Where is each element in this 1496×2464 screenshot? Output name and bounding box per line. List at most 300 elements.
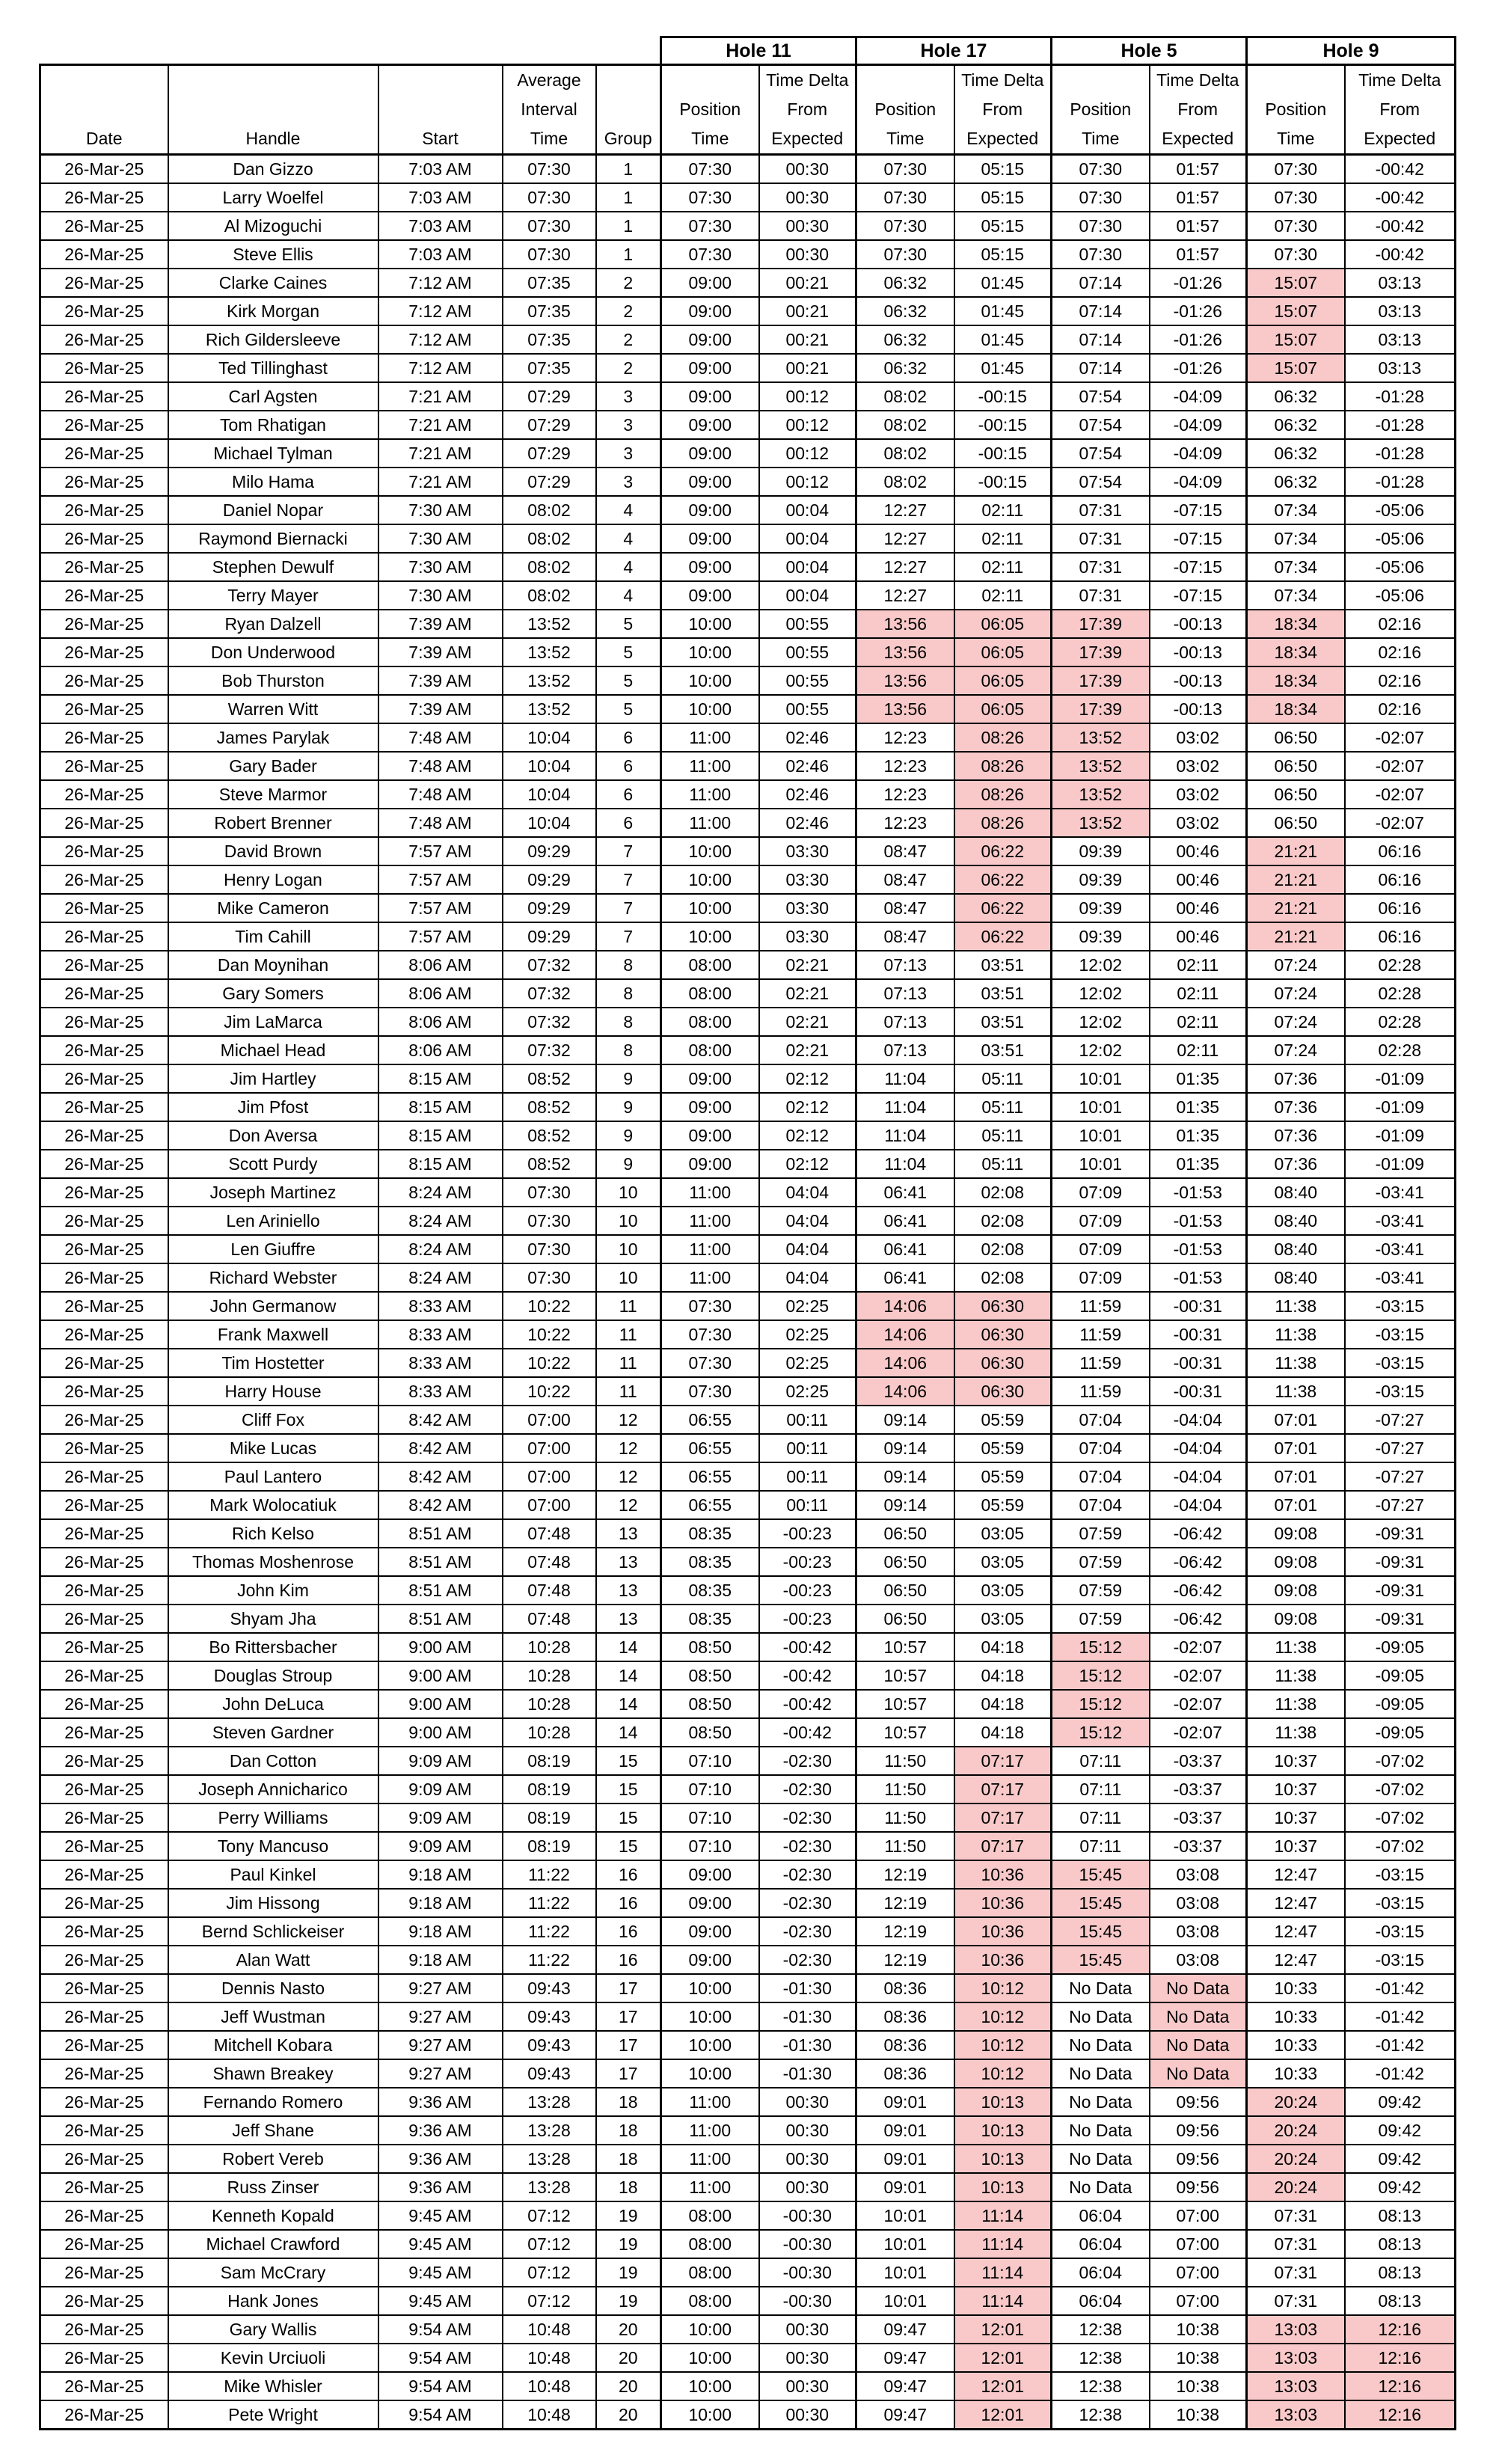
date-cell[interactable]: 26-Mar-25 — [40, 2287, 168, 2315]
hole11-delta-cell[interactable]: -02:30 — [759, 1775, 856, 1803]
hole17-position-cell[interactable]: 14:06 — [856, 1349, 954, 1377]
group-cell[interactable]: 5 — [596, 610, 661, 638]
hole11-delta-cell[interactable]: 00:30 — [759, 2315, 856, 2344]
hole9-delta-cell[interactable]: 02:16 — [1345, 638, 1456, 666]
group-cell[interactable]: 4 — [596, 581, 661, 610]
hole5-position-cell[interactable]: 10:01 — [1052, 1150, 1150, 1178]
handle-cell[interactable]: Michael Crawford — [168, 2230, 378, 2258]
hole17-delta-cell[interactable]: 07:17 — [954, 1747, 1052, 1775]
hole11-delta-cell[interactable]: 02:46 — [759, 780, 856, 809]
hole5-position-cell[interactable]: 10:01 — [1052, 1121, 1150, 1150]
hole17-delta-cell[interactable]: 02:11 — [954, 524, 1052, 553]
avg-interval-cell[interactable]: 13:52 — [503, 695, 596, 723]
group-cell[interactable]: 8 — [596, 1036, 661, 1064]
hole17-delta-cell[interactable]: 05:15 — [954, 155, 1052, 184]
hole11-position-cell[interactable]: 09:00 — [661, 553, 759, 581]
avg-interval-cell[interactable]: 08:19 — [503, 1832, 596, 1860]
group-cell[interactable]: 7 — [596, 865, 661, 894]
hole5-delta-cell[interactable]: -01:26 — [1150, 354, 1247, 382]
avg-interval-cell[interactable]: 09:43 — [503, 2002, 596, 2031]
date-cell[interactable]: 26-Mar-25 — [40, 2059, 168, 2088]
date-cell[interactable]: 26-Mar-25 — [40, 1576, 168, 1605]
hole5-delta-cell[interactable]: -00:31 — [1150, 1292, 1247, 1320]
hole9-position-cell[interactable]: 20:24 — [1247, 2088, 1345, 2116]
hole5-position-cell[interactable]: 07:04 — [1052, 1406, 1150, 1434]
hole11-delta-cell[interactable]: -00:30 — [759, 2258, 856, 2287]
date-cell[interactable]: 26-Mar-25 — [40, 1121, 168, 1150]
avg-interval-cell[interactable]: 10:28 — [503, 1633, 596, 1661]
hole11-delta-cell[interactable]: 04:04 — [759, 1207, 856, 1235]
date-cell[interactable]: 26-Mar-25 — [40, 269, 168, 297]
hole17-position-cell[interactable]: 06:32 — [856, 297, 954, 325]
hole9-position-cell[interactable]: 18:34 — [1247, 638, 1345, 666]
handle-cell[interactable]: James Parylak — [168, 723, 378, 752]
date-cell[interactable]: 26-Mar-25 — [40, 2173, 168, 2201]
hole9-position-cell[interactable]: 11:38 — [1247, 1661, 1345, 1690]
start-cell[interactable]: 9:54 AM — [378, 2344, 503, 2372]
hole5-position-cell[interactable]: No Data — [1052, 2088, 1150, 2116]
hole11-delta-cell[interactable]: -00:42 — [759, 1718, 856, 1747]
hole5-position-cell[interactable]: 07:54 — [1052, 382, 1150, 411]
hole17-position-cell[interactable]: 14:06 — [856, 1320, 954, 1349]
hole5-delta-cell[interactable]: No Data — [1150, 2059, 1247, 2088]
group-cell[interactable]: 20 — [596, 2372, 661, 2400]
hole9-position-cell[interactable]: 12:47 — [1247, 1917, 1345, 1946]
hole9-position-cell[interactable]: 07:31 — [1247, 2230, 1345, 2258]
start-cell[interactable]: 9:00 AM — [378, 1690, 503, 1718]
hole11-position-cell[interactable]: 11:00 — [661, 2116, 759, 2145]
group-cell[interactable]: 5 — [596, 695, 661, 723]
hole9-delta-cell[interactable]: 03:13 — [1345, 297, 1456, 325]
hole9-delta-cell[interactable]: -05:06 — [1345, 524, 1456, 553]
start-cell[interactable]: 8:33 AM — [378, 1320, 503, 1349]
date-cell[interactable]: 26-Mar-25 — [40, 666, 168, 695]
hole17-delta-cell[interactable]: 04:18 — [954, 1690, 1052, 1718]
hole9-position-cell[interactable]: 11:38 — [1247, 1320, 1345, 1349]
hole9-position-cell[interactable]: 15:07 — [1247, 297, 1345, 325]
hole5-delta-cell[interactable]: -00:13 — [1150, 666, 1247, 695]
hole9-position-cell[interactable]: 20:24 — [1247, 2145, 1345, 2173]
hole5-delta-cell[interactable]: 03:02 — [1150, 809, 1247, 837]
hole9-delta-cell[interactable]: 02:16 — [1345, 666, 1456, 695]
hole11-delta-cell[interactable]: 02:21 — [759, 979, 856, 1008]
hole9-position-cell[interactable]: 07:01 — [1247, 1434, 1345, 1462]
hole5-position-cell[interactable]: 12:38 — [1052, 2344, 1150, 2372]
hole5-delta-cell[interactable]: -03:37 — [1150, 1832, 1247, 1860]
date-cell[interactable]: 26-Mar-25 — [40, 2400, 168, 2430]
hole5-delta-cell[interactable]: 01:35 — [1150, 1064, 1247, 1093]
handle-cell[interactable]: John Kim — [168, 1576, 378, 1605]
hole5-position-cell[interactable]: 12:02 — [1052, 1036, 1150, 1064]
hole17-position-cell[interactable]: 06:41 — [856, 1235, 954, 1263]
start-cell[interactable]: 9:09 AM — [378, 1747, 503, 1775]
hole11-delta-cell[interactable]: 00:55 — [759, 638, 856, 666]
hole5-delta-cell[interactable]: 09:56 — [1150, 2116, 1247, 2145]
hole5-delta-cell[interactable]: 03:08 — [1150, 1889, 1247, 1917]
hole5-delta-cell[interactable]: -07:15 — [1150, 581, 1247, 610]
avg-interval-cell[interactable]: 07:29 — [503, 382, 596, 411]
hole11-position-cell[interactable]: 07:30 — [661, 183, 759, 212]
handle-cell[interactable]: Bob Thurston — [168, 666, 378, 695]
hole11-delta-cell[interactable]: 00:30 — [759, 155, 856, 184]
start-cell[interactable]: 9:45 AM — [378, 2258, 503, 2287]
hole9-position-cell[interactable]: 06:50 — [1247, 723, 1345, 752]
start-cell[interactable]: 7:39 AM — [378, 638, 503, 666]
start-cell[interactable]: 7:21 AM — [378, 411, 503, 439]
hole17-delta-cell[interactable]: 05:59 — [954, 1491, 1052, 1519]
hole5-position-cell[interactable]: 11:59 — [1052, 1320, 1150, 1349]
hole5-position-cell[interactable]: 07:14 — [1052, 354, 1150, 382]
hole17-position-cell[interactable]: 06:32 — [856, 269, 954, 297]
hole5-delta-cell[interactable]: -02:07 — [1150, 1690, 1247, 1718]
handle-cell[interactable]: John DeLuca — [168, 1690, 378, 1718]
start-cell[interactable]: 7:21 AM — [378, 382, 503, 411]
hole5-delta-cell[interactable]: 01:57 — [1150, 183, 1247, 212]
start-cell[interactable]: 7:03 AM — [378, 212, 503, 240]
hole11-delta-cell[interactable]: 00:21 — [759, 354, 856, 382]
handle-cell[interactable]: Robert Vereb — [168, 2145, 378, 2173]
handle-cell[interactable]: Carl Agsten — [168, 382, 378, 411]
group-cell[interactable]: 11 — [596, 1292, 661, 1320]
hole9-delta-cell[interactable]: -01:09 — [1345, 1093, 1456, 1121]
hole5-position-cell[interactable]: 11:59 — [1052, 1377, 1150, 1406]
hole11-position-cell[interactable]: 08:00 — [661, 979, 759, 1008]
hole9-delta-cell[interactable]: -03:15 — [1345, 1860, 1456, 1889]
avg-interval-cell[interactable]: 07:30 — [503, 212, 596, 240]
hole11-position-cell[interactable]: 07:30 — [661, 1377, 759, 1406]
hole5-delta-cell[interactable]: 03:08 — [1150, 1946, 1247, 1974]
group-cell[interactable]: 3 — [596, 411, 661, 439]
hole5-position-cell[interactable]: 15:12 — [1052, 1718, 1150, 1747]
hole17-delta-cell[interactable]: 05:11 — [954, 1093, 1052, 1121]
hole11-delta-cell[interactable]: 00:11 — [759, 1434, 856, 1462]
group-cell[interactable]: 15 — [596, 1832, 661, 1860]
avg-interval-cell[interactable]: 10:28 — [503, 1690, 596, 1718]
hole9-delta-cell[interactable]: -03:15 — [1345, 1946, 1456, 1974]
avg-interval-cell[interactable]: 07:12 — [503, 2287, 596, 2315]
hole11-delta-cell[interactable]: 02:25 — [759, 1377, 856, 1406]
group-cell[interactable]: 7 — [596, 922, 661, 951]
hole9-delta-cell[interactable]: -09:31 — [1345, 1576, 1456, 1605]
hole17-position-cell[interactable]: 08:36 — [856, 2031, 954, 2059]
hole5-position-cell[interactable]: 07:14 — [1052, 325, 1150, 354]
avg-interval-cell[interactable]: 07:00 — [503, 1491, 596, 1519]
hole11-position-cell[interactable]: 08:35 — [661, 1548, 759, 1576]
hole11-position-cell[interactable]: 06:55 — [661, 1434, 759, 1462]
hole9-position-cell[interactable]: 07:36 — [1247, 1121, 1345, 1150]
group-cell[interactable]: 16 — [596, 1860, 661, 1889]
hole5-position-cell[interactable]: 17:39 — [1052, 666, 1150, 695]
group-cell[interactable]: 19 — [596, 2230, 661, 2258]
hole5-position-cell[interactable]: 07:04 — [1052, 1434, 1150, 1462]
date-cell[interactable]: 26-Mar-25 — [40, 1064, 168, 1093]
start-cell[interactable]: 8:33 AM — [378, 1292, 503, 1320]
handle-cell[interactable]: Kirk Morgan — [168, 297, 378, 325]
hole9-delta-cell[interactable]: -02:07 — [1345, 809, 1456, 837]
start-cell[interactable]: 8:33 AM — [378, 1349, 503, 1377]
avg-interval-cell[interactable]: 07:48 — [503, 1548, 596, 1576]
hole9-delta-cell[interactable]: -02:07 — [1345, 780, 1456, 809]
group-cell[interactable]: 14 — [596, 1718, 661, 1747]
hole17-delta-cell[interactable]: -00:15 — [954, 411, 1052, 439]
start-cell[interactable]: 8:15 AM — [378, 1093, 503, 1121]
handle-cell[interactable]: Dan Moynihan — [168, 951, 378, 979]
hole5-delta-cell[interactable]: -00:13 — [1150, 610, 1247, 638]
hole17-delta-cell[interactable]: 03:51 — [954, 979, 1052, 1008]
group-cell[interactable]: 9 — [596, 1093, 661, 1121]
hole11-delta-cell[interactable]: 02:25 — [759, 1349, 856, 1377]
hole9-position-cell[interactable]: 12:47 — [1247, 1860, 1345, 1889]
handle-cell[interactable]: Thomas Moshenrose — [168, 1548, 378, 1576]
hole5-delta-cell[interactable]: -03:37 — [1150, 1747, 1247, 1775]
handle-cell[interactable]: Tom Rhatigan — [168, 411, 378, 439]
start-cell[interactable]: 8:06 AM — [378, 979, 503, 1008]
hole11-position-cell[interactable]: 11:00 — [661, 2145, 759, 2173]
handle-cell[interactable]: Rich Kelso — [168, 1519, 378, 1548]
handle-cell[interactable]: Harry House — [168, 1377, 378, 1406]
group-cell[interactable]: 18 — [596, 2173, 661, 2201]
start-cell[interactable]: 9:09 AM — [378, 1775, 503, 1803]
avg-interval-cell[interactable]: 07:35 — [503, 269, 596, 297]
hole5-position-cell[interactable]: 15:45 — [1052, 1889, 1150, 1917]
date-cell[interactable]: 26-Mar-25 — [40, 382, 168, 411]
hole5-delta-cell[interactable]: 10:38 — [1150, 2344, 1247, 2372]
hole11-position-cell[interactable]: 11:00 — [661, 1207, 759, 1235]
hole9-delta-cell[interactable]: -01:09 — [1345, 1064, 1456, 1093]
group-cell[interactable]: 8 — [596, 951, 661, 979]
date-cell[interactable]: 26-Mar-25 — [40, 979, 168, 1008]
hole5-position-cell[interactable]: 13:52 — [1052, 752, 1150, 780]
hole9-delta-cell[interactable]: 08:13 — [1345, 2230, 1456, 2258]
group-cell[interactable]: 14 — [596, 1690, 661, 1718]
hole5-position-cell[interactable]: 07:31 — [1052, 581, 1150, 610]
date-cell[interactable]: 26-Mar-25 — [40, 1917, 168, 1946]
hole11-position-cell[interactable]: 07:30 — [661, 155, 759, 184]
hole17-delta-cell[interactable]: 06:05 — [954, 638, 1052, 666]
hole9-position-cell[interactable]: 11:38 — [1247, 1377, 1345, 1406]
hole11-delta-cell[interactable]: 00:12 — [759, 439, 856, 468]
hole11-position-cell[interactable]: 07:10 — [661, 1832, 759, 1860]
start-cell[interactable]: 9:27 AM — [378, 2031, 503, 2059]
hole17-position-cell[interactable]: 12:27 — [856, 581, 954, 610]
handle-cell[interactable]: Scott Purdy — [168, 1150, 378, 1178]
hole5-delta-cell[interactable]: 07:00 — [1150, 2287, 1247, 2315]
group-cell[interactable]: 19 — [596, 2258, 661, 2287]
date-cell[interactable]: 26-Mar-25 — [40, 553, 168, 581]
start-cell[interactable]: 9:18 AM — [378, 1946, 503, 1974]
date-cell[interactable]: 26-Mar-25 — [40, 809, 168, 837]
hole9-position-cell[interactable]: 15:07 — [1247, 325, 1345, 354]
hole11-position-cell[interactable]: 11:00 — [661, 2173, 759, 2201]
hole17-position-cell[interactable]: 11:04 — [856, 1064, 954, 1093]
hole9-position-cell[interactable]: 21:21 — [1247, 922, 1345, 951]
handle-cell[interactable]: Kenneth Kopald — [168, 2201, 378, 2230]
hole11-position-cell[interactable]: 08:35 — [661, 1605, 759, 1633]
hole5-position-cell[interactable]: 06:04 — [1052, 2201, 1150, 2230]
hole5-delta-cell[interactable]: 02:11 — [1150, 1036, 1247, 1064]
start-cell[interactable]: 9:54 AM — [378, 2400, 503, 2430]
hole17-delta-cell[interactable]: 02:08 — [954, 1207, 1052, 1235]
hole9-delta-cell[interactable]: 09:42 — [1345, 2088, 1456, 2116]
avg-interval-cell[interactable]: 09:29 — [503, 837, 596, 865]
start-cell[interactable]: 8:06 AM — [378, 1036, 503, 1064]
start-cell[interactable]: 9:27 AM — [378, 1974, 503, 2002]
hole17-position-cell[interactable]: 07:30 — [856, 212, 954, 240]
group-cell[interactable]: 1 — [596, 155, 661, 184]
handle-cell[interactable]: Rich Gildersleeve — [168, 325, 378, 354]
hole5-position-cell[interactable]: 07:31 — [1052, 553, 1150, 581]
date-cell[interactable]: 26-Mar-25 — [40, 297, 168, 325]
start-cell[interactable]: 7:39 AM — [378, 610, 503, 638]
hole11-delta-cell[interactable]: 04:04 — [759, 1235, 856, 1263]
hole11-delta-cell[interactable]: -01:30 — [759, 2031, 856, 2059]
date-cell[interactable]: 26-Mar-25 — [40, 1661, 168, 1690]
hole9-position-cell[interactable]: 06:32 — [1247, 382, 1345, 411]
hole9-position-cell[interactable]: 11:38 — [1247, 1718, 1345, 1747]
hole17-position-cell[interactable]: 08:02 — [856, 411, 954, 439]
group-cell[interactable]: 14 — [596, 1633, 661, 1661]
hole9-delta-cell[interactable]: -00:42 — [1345, 183, 1456, 212]
group-cell[interactable]: 2 — [596, 354, 661, 382]
hole11-delta-cell[interactable]: 00:30 — [759, 2088, 856, 2116]
hole11-position-cell[interactable]: 07:10 — [661, 1747, 759, 1775]
date-cell[interactable]: 26-Mar-25 — [40, 411, 168, 439]
hole11-delta-cell[interactable]: 02:21 — [759, 1036, 856, 1064]
hole17-position-cell[interactable]: 12:27 — [856, 496, 954, 524]
hole9-delta-cell[interactable]: -03:15 — [1345, 1320, 1456, 1349]
avg-interval-cell[interactable]: 08:02 — [503, 524, 596, 553]
group-cell[interactable]: 6 — [596, 752, 661, 780]
hole11-position-cell[interactable]: 11:00 — [661, 1235, 759, 1263]
hole9-position-cell[interactable]: 18:34 — [1247, 695, 1345, 723]
hole5-position-cell[interactable]: 12:38 — [1052, 2400, 1150, 2430]
hole5-position-cell[interactable]: 07:14 — [1052, 269, 1150, 297]
hole9-position-cell[interactable]: 06:50 — [1247, 780, 1345, 809]
hole9-position-cell[interactable]: 07:30 — [1247, 183, 1345, 212]
hole11-position-cell[interactable]: 11:00 — [661, 780, 759, 809]
hole17-position-cell[interactable]: 08:36 — [856, 2002, 954, 2031]
hole9-delta-cell[interactable]: -07:27 — [1345, 1434, 1456, 1462]
hole5-position-cell[interactable]: 12:38 — [1052, 2315, 1150, 2344]
hole5-delta-cell[interactable]: -06:42 — [1150, 1576, 1247, 1605]
hole9-delta-cell[interactable]: 03:13 — [1345, 325, 1456, 354]
hole5-delta-cell[interactable]: -07:15 — [1150, 496, 1247, 524]
hole17-delta-cell[interactable]: 03:51 — [954, 1008, 1052, 1036]
hole17-delta-cell[interactable]: 10:13 — [954, 2088, 1052, 2116]
hole11-delta-cell[interactable]: 03:30 — [759, 922, 856, 951]
group-cell[interactable]: 16 — [596, 1917, 661, 1946]
avg-interval-cell[interactable]: 07:35 — [503, 354, 596, 382]
hole17-delta-cell[interactable]: 05:15 — [954, 212, 1052, 240]
hole9-position-cell[interactable]: 07:34 — [1247, 581, 1345, 610]
hole9-position-cell[interactable]: 11:38 — [1247, 1349, 1345, 1377]
date-cell[interactable]: 26-Mar-25 — [40, 183, 168, 212]
date-cell[interactable]: 26-Mar-25 — [40, 212, 168, 240]
hole5-position-cell[interactable]: 07:30 — [1052, 240, 1150, 269]
hole11-position-cell[interactable]: 10:00 — [661, 2315, 759, 2344]
handle-cell[interactable]: Len Giuffre — [168, 1235, 378, 1263]
hole17-position-cell[interactable]: 13:56 — [856, 638, 954, 666]
hole9-position-cell[interactable]: 06:32 — [1247, 439, 1345, 468]
hole5-position-cell[interactable]: 06:04 — [1052, 2287, 1150, 2315]
hole5-delta-cell[interactable]: -04:04 — [1150, 1491, 1247, 1519]
hole5-delta-cell[interactable]: -02:07 — [1150, 1718, 1247, 1747]
hole17-delta-cell[interactable]: 05:11 — [954, 1064, 1052, 1093]
hole5-delta-cell[interactable]: No Data — [1150, 2031, 1247, 2059]
hole5-position-cell[interactable]: 07:11 — [1052, 1747, 1150, 1775]
hole11-delta-cell[interactable]: 00:21 — [759, 297, 856, 325]
hole11-delta-cell[interactable]: 00:30 — [759, 183, 856, 212]
start-cell[interactable]: 8:15 AM — [378, 1121, 503, 1150]
handle-cell[interactable]: Jim LaMarca — [168, 1008, 378, 1036]
hole5-position-cell[interactable]: 13:52 — [1052, 723, 1150, 752]
avg-interval-cell[interactable]: 07:30 — [503, 155, 596, 184]
hole5-position-cell[interactable]: 07:54 — [1052, 411, 1150, 439]
date-cell[interactable]: 26-Mar-25 — [40, 2145, 168, 2173]
hole9-delta-cell[interactable]: -07:02 — [1345, 1747, 1456, 1775]
hole5-position-cell[interactable]: 15:12 — [1052, 1633, 1150, 1661]
date-cell[interactable]: 26-Mar-25 — [40, 1093, 168, 1121]
hole5-delta-cell[interactable]: 00:46 — [1150, 865, 1247, 894]
hole11-delta-cell[interactable]: 00:30 — [759, 2145, 856, 2173]
hole5-delta-cell[interactable]: 01:57 — [1150, 155, 1247, 184]
hole17-delta-cell[interactable]: 02:11 — [954, 553, 1052, 581]
hole11-position-cell[interactable]: 10:00 — [661, 638, 759, 666]
hole9-position-cell[interactable]: 10:37 — [1247, 1832, 1345, 1860]
start-cell[interactable]: 9:36 AM — [378, 2088, 503, 2116]
start-cell[interactable]: 8:15 AM — [378, 1150, 503, 1178]
hole11-position-cell[interactable]: 10:00 — [661, 2344, 759, 2372]
handle-cell[interactable]: Clarke Caines — [168, 269, 378, 297]
hole17-delta-cell[interactable]: 05:59 — [954, 1434, 1052, 1462]
start-cell[interactable]: 9:00 AM — [378, 1661, 503, 1690]
hole17-position-cell[interactable]: 10:57 — [856, 1661, 954, 1690]
hole5-position-cell[interactable]: 11:59 — [1052, 1349, 1150, 1377]
hole9-position-cell[interactable]: 10:33 — [1247, 2031, 1345, 2059]
hole17-position-cell[interactable]: 08:47 — [856, 894, 954, 922]
hole5-delta-cell[interactable]: 10:38 — [1150, 2372, 1247, 2400]
hole9-delta-cell[interactable]: 02:28 — [1345, 979, 1456, 1008]
handle-cell[interactable]: Shawn Breakey — [168, 2059, 378, 2088]
hole9-delta-cell[interactable]: -03:15 — [1345, 1889, 1456, 1917]
hole17-delta-cell[interactable]: 03:05 — [954, 1519, 1052, 1548]
hole9-position-cell[interactable]: 11:38 — [1247, 1633, 1345, 1661]
date-cell[interactable]: 26-Mar-25 — [40, 1832, 168, 1860]
hole9-delta-cell[interactable]: 02:28 — [1345, 1008, 1456, 1036]
group-cell[interactable]: 1 — [596, 212, 661, 240]
handle-cell[interactable]: Tony Mancuso — [168, 1832, 378, 1860]
avg-interval-cell[interactable]: 10:04 — [503, 752, 596, 780]
hole9-delta-cell[interactable]: 06:16 — [1345, 922, 1456, 951]
hole9-delta-cell[interactable]: -01:09 — [1345, 1150, 1456, 1178]
start-cell[interactable]: 8:24 AM — [378, 1235, 503, 1263]
avg-interval-cell[interactable]: 07:32 — [503, 1008, 596, 1036]
hole11-position-cell[interactable]: 11:00 — [661, 1263, 759, 1292]
start-cell[interactable]: 9:36 AM — [378, 2145, 503, 2173]
hole9-delta-cell[interactable]: -07:02 — [1345, 1775, 1456, 1803]
handle-cell[interactable]: Don Aversa — [168, 1121, 378, 1150]
start-cell[interactable]: 8:51 AM — [378, 1519, 503, 1548]
handle-cell[interactable]: Ryan Dalzell — [168, 610, 378, 638]
hole11-position-cell[interactable]: 10:00 — [661, 1974, 759, 2002]
hole5-position-cell[interactable]: 12:02 — [1052, 1008, 1150, 1036]
group-cell[interactable]: 10 — [596, 1235, 661, 1263]
hole17-delta-cell[interactable]: 08:26 — [954, 752, 1052, 780]
hole5-position-cell[interactable]: 07:30 — [1052, 212, 1150, 240]
hole9-delta-cell[interactable]: -01:09 — [1345, 1121, 1456, 1150]
hole11-position-cell[interactable]: 08:00 — [661, 951, 759, 979]
hole5-delta-cell[interactable]: 01:35 — [1150, 1121, 1247, 1150]
